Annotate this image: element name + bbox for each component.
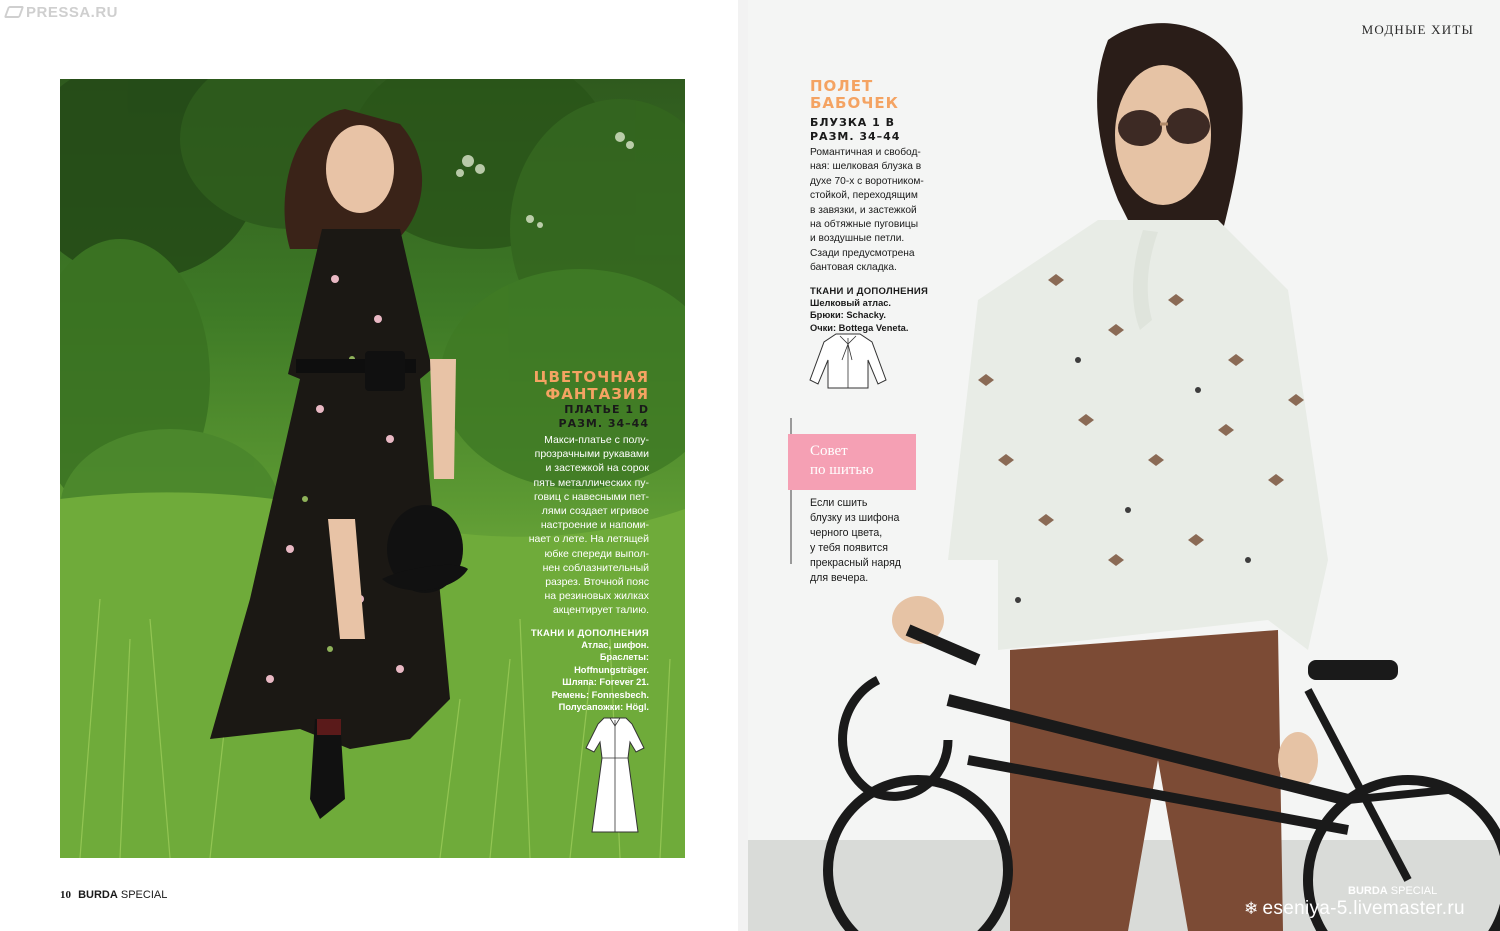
left-folio — [60, 889, 167, 901]
pressa-watermark: PRESSA.RU — [6, 4, 118, 21]
left-feature-title: ЦВЕТОЧНАЯ ФАНТАЗИЯ — [533, 368, 649, 403]
left-body-copy: Макси-платье с полу- прозрачными рукавами и застежкой на сорок пять металлических пу- говиц с навесными пет- лями создает игривое настроение и напоми- нает о лете. На летящей юбке спереди выпол- нен соблазнительный разрез. Вточной пояс на резиновых жилках акцентирует талию. — [528, 434, 649, 617]
right-page — [748, 0, 1500, 931]
page-number: 10 — [60, 889, 71, 901]
left-page — [0, 0, 738, 931]
right-feature-copy — [810, 78, 940, 334]
livemaster-watermark: ❄ eseniya-5.livemaster.ru — [1244, 898, 1465, 919]
edition-name: SPECIAL — [1390, 885, 1438, 897]
sewing-tip-badge: Совет по шитью — [788, 434, 916, 490]
brand-name: BURDA — [1348, 885, 1388, 897]
left-pattern-ref: ПЛАТЬЕ 1 D РАЗМ. 34–44 — [558, 403, 649, 430]
left-fabrics-heading: ТКАНИ И ДОПОЛНЕНИЯ — [530, 627, 649, 639]
right-body-copy: Романтичная и свобод- ная: шелковая блузка в духе 70-х с воротником- стойкой, переходящим в завязки, и застежкой на обтяжные пуговицы и воздушные петли. Сзади предусмотрена бантовая складка. — [810, 147, 924, 274]
edition-name: SPECIAL — [120, 889, 168, 901]
section-title: МОДНЫЕ ХИТЫ — [1361, 22, 1474, 37]
sewing-tip-text: Если сшить блузку из шифона черного цвета, у тебя появится прекрасный наряд для вечера. — [810, 497, 901, 584]
snowflake-icon: ❄ — [1244, 899, 1259, 918]
right-fabrics-heading: ТКАНИ И ДОПОЛНЕНИЯ — [810, 285, 929, 297]
left-feature-copy — [469, 369, 649, 714]
right-folio — [1348, 885, 1437, 897]
brand-name: BURDA — [78, 889, 118, 901]
right-fabrics-list: Шелковый атлас. Брюки: Schacky. Очки: Bottega Veneta. — [810, 297, 909, 333]
pressa-logo-icon — [4, 6, 24, 18]
blouse-sketch-icon — [806, 330, 890, 392]
spread-gutter — [738, 0, 748, 931]
left-fabrics-list: Атлас, шифон. Браслеты: Hoffnungsträger. Шляпа: Forever 21. Ремень: Fonnesbech. Полусапожки: Högl. — [551, 639, 649, 713]
dress-sketch-icon — [580, 714, 650, 840]
right-pattern-ref: БЛУЗКА 1 В РАЗМ. 34–44 — [810, 116, 901, 143]
right-feature-title: ПОЛЕТ БАБОЧЕК — [810, 77, 899, 112]
